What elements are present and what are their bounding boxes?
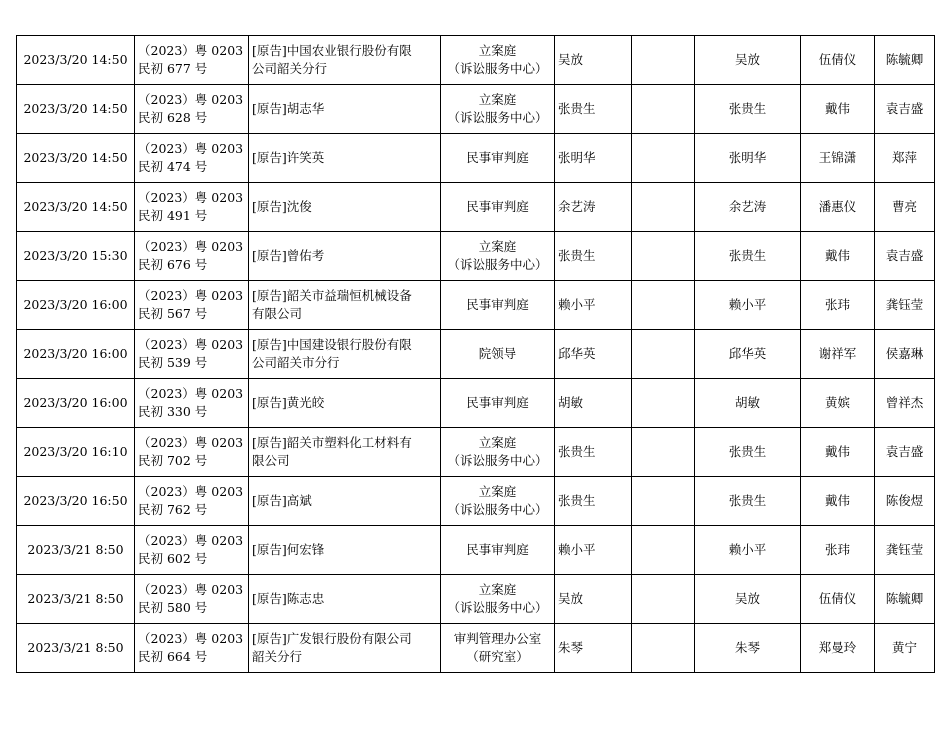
department-cell [441, 575, 555, 624]
party-line-1: [原告]沈俊 [252, 199, 312, 214]
case-number-line-1: （2023）粤 0203 [138, 386, 244, 401]
hearing-time: 2023/3/20 16:00 [23, 346, 128, 361]
case-number-cell [135, 134, 249, 183]
judge-cell [555, 134, 632, 183]
department-cell [441, 624, 555, 673]
clerk-name: 龚钰莹 [885, 297, 924, 312]
clerk-name: 袁吉盛 [885, 444, 924, 459]
panel-member-cell [801, 526, 875, 575]
presiding-judge-cell [695, 134, 801, 183]
case-number-line-1: （2023）粤 0203 [138, 190, 244, 205]
department-line-1: 院领导 [478, 346, 517, 361]
judge-name: 吴放 [558, 52, 584, 67]
blank-cell [632, 477, 695, 526]
party-line-2: 有限公司 [252, 306, 303, 321]
party-line-1: [原告]许笑英 [252, 150, 325, 165]
case-number-line-1: （2023）粤 0203 [138, 43, 244, 58]
party-line-1: [原告]黄光皎 [252, 395, 325, 410]
case-number-line-2: 民初 491 号 [138, 208, 208, 223]
presiding-judge-cell [695, 281, 801, 330]
clerk-cell [875, 526, 935, 575]
department-cell [441, 428, 555, 477]
presiding-judge-cell [695, 183, 801, 232]
hearing-time-cell [17, 428, 135, 477]
case-number-line-2: 民初 539 号 [138, 355, 208, 370]
case-number-cell [135, 232, 249, 281]
hearing-time-cell [17, 575, 135, 624]
judge-name: 余艺涛 [558, 199, 596, 214]
department-line-1: 民事审判庭 [466, 542, 529, 557]
party-line-2: 韶关分行 [252, 649, 303, 664]
party-line-2: 公司韶关市分行 [252, 355, 340, 370]
judge-name: 张贵生 [558, 248, 596, 263]
table-row [17, 134, 935, 183]
party-cell [249, 330, 441, 379]
table-body [17, 36, 935, 673]
hearing-time-cell [17, 477, 135, 526]
clerk-name: 郑萍 [891, 150, 917, 165]
blank-cell [632, 575, 695, 624]
party-line-1: [原告]韶关市益瑞恒机械设备 [252, 288, 412, 303]
party-cell [249, 281, 441, 330]
presiding-judge-name: 邱华英 [728, 346, 767, 361]
judge-name: 赖小平 [558, 297, 596, 312]
hearing-time-cell [17, 85, 135, 134]
department-line-1: 审判管理办公室 [453, 631, 542, 646]
blank-cell [632, 85, 695, 134]
case-number-cell [135, 330, 249, 379]
hearing-time-cell [17, 624, 135, 673]
blank-cell [632, 36, 695, 85]
clerk-name: 袁吉盛 [885, 248, 924, 263]
hearing-time: 2023/3/20 16:10 [23, 444, 128, 459]
blank-cell [632, 232, 695, 281]
party-cell [249, 183, 441, 232]
clerk-name: 龚钰莹 [885, 542, 924, 557]
panel-member-cell [801, 183, 875, 232]
table-row [17, 36, 935, 85]
party-cell [249, 379, 441, 428]
judge-cell [555, 624, 632, 673]
table-row [17, 232, 935, 281]
case-number-line-1: （2023）粤 0203 [138, 141, 244, 156]
blank-cell [632, 624, 695, 673]
panel-member-name: 戴伟 [824, 444, 850, 459]
clerk-cell [875, 183, 935, 232]
panel-member-name: 戴伟 [824, 101, 850, 116]
case-number-cell [135, 624, 249, 673]
hearing-time-cell [17, 183, 135, 232]
party-line-1: [原告]何宏锋 [252, 542, 325, 557]
clerk-cell [875, 428, 935, 477]
blank-cell [632, 379, 695, 428]
department-line-2: （诉讼服务中心） [447, 600, 548, 615]
clerk-name: 曾祥杰 [885, 395, 924, 410]
presiding-judge-name: 张贵生 [728, 248, 767, 263]
presiding-judge-cell [695, 379, 801, 428]
presiding-judge-cell [695, 575, 801, 624]
department-line-1: 立案庭 [478, 435, 517, 450]
blank-cell [632, 134, 695, 183]
panel-member-cell [801, 575, 875, 624]
case-number-line-2: 民初 677 号 [138, 61, 208, 76]
presiding-judge-name: 张明华 [728, 150, 767, 165]
hearing-time: 2023/3/20 16:50 [23, 493, 128, 508]
department-line-2: （诉讼服务中心） [447, 61, 548, 76]
hearing-time: 2023/3/20 14:50 [23, 150, 128, 165]
hearing-time-cell [17, 281, 135, 330]
case-number-line-2: 民初 664 号 [138, 649, 208, 664]
blank-cell [632, 428, 695, 477]
panel-member-name: 谢祥军 [818, 346, 857, 361]
panel-member-name: 戴伟 [824, 493, 850, 508]
judge-cell [555, 281, 632, 330]
panel-member-name: 伍倩仪 [818, 52, 857, 67]
hearing-time: 2023/3/20 15:30 [23, 248, 128, 263]
clerk-name: 黄宁 [891, 640, 917, 655]
panel-member-name: 张玮 [824, 542, 850, 557]
hearing-time: 2023/3/20 16:00 [23, 297, 128, 312]
case-number-line-1: （2023）粤 0203 [138, 288, 244, 303]
blank-cell [632, 281, 695, 330]
department-cell [441, 232, 555, 281]
judge-cell [555, 183, 632, 232]
presiding-judge-cell [695, 330, 801, 379]
judge-cell [555, 379, 632, 428]
department-line-2: （诉讼服务中心） [447, 110, 548, 125]
case-number-line-2: 民初 567 号 [138, 306, 208, 321]
department-cell [441, 477, 555, 526]
department-line-1: 民事审判庭 [466, 199, 529, 214]
party-cell [249, 428, 441, 477]
blank-cell [632, 526, 695, 575]
presiding-judge-cell [695, 36, 801, 85]
party-line-2: 公司韶关分行 [252, 61, 328, 76]
presiding-judge-name: 吴放 [734, 52, 760, 67]
party-line-1: [原告]广发银行股份有限公司 [252, 631, 412, 646]
presiding-judge-cell [695, 428, 801, 477]
panel-member-cell [801, 36, 875, 85]
table-row [17, 575, 935, 624]
department-line-2: （诉讼服务中心） [447, 257, 548, 272]
hearing-time-cell [17, 379, 135, 428]
presiding-judge-name: 张贵生 [728, 101, 767, 116]
department-line-1: 民事审判庭 [466, 395, 529, 410]
party-line-1: [原告]胡志华 [252, 101, 325, 116]
judge-cell [555, 36, 632, 85]
table-row [17, 379, 935, 428]
panel-member-name: 戴伟 [824, 248, 850, 263]
case-number-cell [135, 36, 249, 85]
hearing-time-cell [17, 134, 135, 183]
judge-cell [555, 330, 632, 379]
party-cell [249, 526, 441, 575]
clerk-cell [875, 85, 935, 134]
case-number-line-2: 民初 762 号 [138, 502, 208, 517]
judge-cell [555, 232, 632, 281]
department-line-1: 立案庭 [478, 43, 517, 58]
judge-name: 胡敏 [558, 395, 584, 410]
clerk-cell [875, 624, 935, 673]
table-row [17, 624, 935, 673]
panel-member-cell [801, 624, 875, 673]
party-line-1: [原告]曾佑考 [252, 248, 325, 263]
panel-member-cell [801, 428, 875, 477]
department-line-2: （研究室） [466, 649, 529, 664]
case-number-line-2: 民初 676 号 [138, 257, 208, 272]
case-number-line-2: 民初 602 号 [138, 551, 208, 566]
case-number-cell [135, 575, 249, 624]
case-number-line-1: （2023）粤 0203 [138, 484, 244, 499]
panel-member-cell [801, 330, 875, 379]
department-cell [441, 281, 555, 330]
panel-member-name: 潘惠仪 [818, 199, 857, 214]
party-cell [249, 36, 441, 85]
clerk-cell [875, 477, 935, 526]
hearing-time: 2023/3/21 8:50 [27, 640, 124, 655]
department-cell [441, 36, 555, 85]
party-cell [249, 134, 441, 183]
party-cell [249, 85, 441, 134]
judge-cell [555, 575, 632, 624]
department-cell [441, 330, 555, 379]
department-line-1: 民事审判庭 [466, 150, 529, 165]
party-line-2: 限公司 [252, 453, 290, 468]
department-cell [441, 85, 555, 134]
case-number-line-1: （2023）粤 0203 [138, 239, 244, 254]
department-cell [441, 183, 555, 232]
case-number-line-2: 民初 474 号 [138, 159, 208, 174]
case-number-line-1: （2023）粤 0203 [138, 582, 244, 597]
case-number-line-1: （2023）粤 0203 [138, 337, 244, 352]
panel-member-cell [801, 379, 875, 428]
case-number-line-2: 民初 330 号 [138, 404, 208, 419]
case-number-cell [135, 526, 249, 575]
panel-member-name: 王锦潇 [818, 150, 857, 165]
department-cell [441, 134, 555, 183]
hearing-time: 2023/3/21 8:50 [27, 542, 124, 557]
clerk-name: 侯嘉琳 [885, 346, 924, 361]
judge-name: 张明华 [558, 150, 596, 165]
department-line-1: 立案庭 [478, 582, 517, 597]
table-row [17, 526, 935, 575]
department-line-1: 民事审判庭 [466, 297, 529, 312]
party-line-1: [原告]高斌 [252, 493, 312, 508]
judge-name: 邱华英 [558, 346, 596, 361]
case-number-line-2: 民初 702 号 [138, 453, 208, 468]
judge-cell [555, 428, 632, 477]
case-number-line-1: （2023）粤 0203 [138, 435, 244, 450]
presiding-judge-name: 余艺涛 [728, 199, 767, 214]
case-number-cell [135, 428, 249, 477]
party-cell [249, 624, 441, 673]
clerk-cell [875, 134, 935, 183]
department-line-2: （诉讼服务中心） [447, 502, 548, 517]
hearing-time-cell [17, 330, 135, 379]
presiding-judge-cell [695, 232, 801, 281]
judge-name: 朱琴 [558, 640, 584, 655]
case-number-cell [135, 281, 249, 330]
table-row [17, 281, 935, 330]
table-row [17, 85, 935, 134]
case-number-line-1: （2023）粤 0203 [138, 631, 244, 646]
panel-member-cell [801, 477, 875, 526]
panel-member-cell [801, 85, 875, 134]
case-number-line-2: 民初 580 号 [138, 600, 208, 615]
presiding-judge-name: 赖小平 [728, 297, 767, 312]
department-line-1: 立案庭 [478, 239, 517, 254]
presiding-judge-cell [695, 624, 801, 673]
table-row [17, 428, 935, 477]
presiding-judge-name: 朱琴 [734, 640, 760, 655]
panel-member-name: 张玮 [824, 297, 850, 312]
department-cell [441, 526, 555, 575]
hearing-time-cell [17, 232, 135, 281]
department-cell [441, 379, 555, 428]
presiding-judge-name: 赖小平 [728, 542, 767, 557]
table-row [17, 183, 935, 232]
panel-member-cell [801, 232, 875, 281]
panel-member-name: 伍倩仪 [818, 591, 857, 606]
hearing-time: 2023/3/20 14:50 [23, 101, 128, 116]
department-line-2: （诉讼服务中心） [447, 453, 548, 468]
case-number-line-1: （2023）粤 0203 [138, 533, 244, 548]
clerk-cell [875, 281, 935, 330]
panel-member-name: 郑曼玲 [818, 640, 857, 655]
judge-cell [555, 477, 632, 526]
department-line-1: 立案庭 [478, 484, 517, 499]
presiding-judge-cell [695, 477, 801, 526]
clerk-name: 陈俊煜 [885, 493, 924, 508]
clerk-name: 陈毓卿 [885, 52, 924, 67]
table-row [17, 330, 935, 379]
panel-member-name: 黄嫔 [824, 395, 850, 410]
clerk-name: 袁吉盛 [885, 101, 924, 116]
party-line-1: [原告]韶关市塑料化工材料有 [252, 435, 412, 450]
blank-cell [632, 330, 695, 379]
party-line-1: [原告]中国农业银行股份有限 [252, 43, 412, 58]
clerk-name: 陈毓卿 [885, 591, 924, 606]
clerk-cell [875, 232, 935, 281]
judge-name: 张贵生 [558, 444, 596, 459]
case-number-cell [135, 379, 249, 428]
presiding-judge-name: 张贵生 [728, 493, 767, 508]
panel-member-cell [801, 134, 875, 183]
judge-cell [555, 85, 632, 134]
hearing-time: 2023/3/20 14:50 [23, 199, 128, 214]
panel-member-cell [801, 281, 875, 330]
case-number-cell [135, 477, 249, 526]
party-cell [249, 232, 441, 281]
clerk-name: 曹亮 [891, 199, 917, 214]
clerk-cell [875, 36, 935, 85]
hearing-time: 2023/3/21 8:50 [27, 591, 124, 606]
hearing-time: 2023/3/20 16:00 [23, 395, 128, 410]
party-cell [249, 575, 441, 624]
presiding-judge-name: 张贵生 [728, 444, 767, 459]
hearing-schedule-table [16, 35, 935, 673]
presiding-judge-cell [695, 85, 801, 134]
hearing-time-cell [17, 36, 135, 85]
party-line-1: [原告]中国建设银行股份有限 [252, 337, 412, 352]
presiding-judge-name: 胡敏 [734, 395, 760, 410]
party-line-1: [原告]陈志忠 [252, 591, 325, 606]
case-number-line-1: （2023）粤 0203 [138, 92, 244, 107]
judge-cell [555, 526, 632, 575]
case-number-cell [135, 85, 249, 134]
table-row [17, 477, 935, 526]
presiding-judge-name: 吴放 [734, 591, 760, 606]
department-line-1: 立案庭 [478, 92, 517, 107]
case-number-cell [135, 183, 249, 232]
case-number-line-2: 民初 628 号 [138, 110, 208, 125]
clerk-cell [875, 330, 935, 379]
party-cell [249, 477, 441, 526]
clerk-cell [875, 575, 935, 624]
hearing-time: 2023/3/20 14:50 [23, 52, 128, 67]
clerk-cell [875, 379, 935, 428]
judge-name: 张贵生 [558, 101, 596, 116]
judge-name: 吴放 [558, 591, 584, 606]
judge-name: 赖小平 [558, 542, 596, 557]
presiding-judge-cell [695, 526, 801, 575]
blank-cell [632, 183, 695, 232]
hearing-time-cell [17, 526, 135, 575]
judge-name: 张贵生 [558, 493, 596, 508]
